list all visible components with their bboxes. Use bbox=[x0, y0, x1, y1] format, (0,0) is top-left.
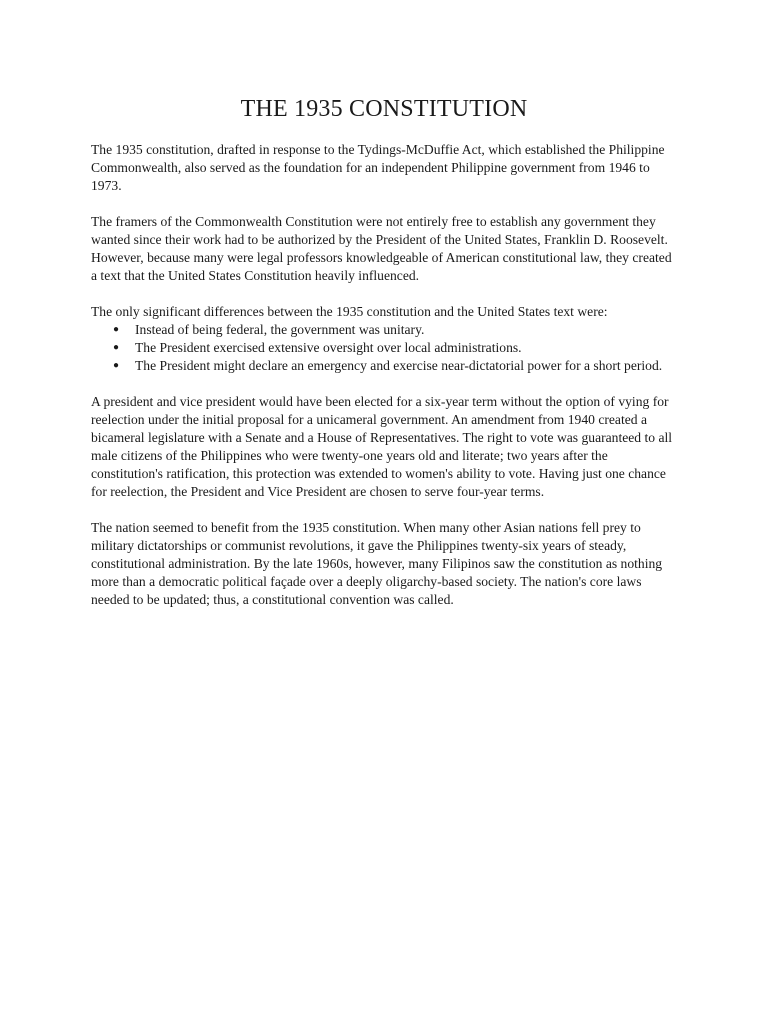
list-item-text: The President exercised extensive oversight over local administrations. bbox=[135, 340, 522, 355]
list-item-text: Instead of being federal, the government was unitary. bbox=[135, 322, 425, 337]
differences-list bbox=[91, 321, 681, 375]
paragraph-president: A president and vice president would have been elected for a six-year term without the option of vying for reelection under the initial proposal for a unicameral government. An amendment from 1940 created a bicameral legislature with a Senate and a House of Representatives. The right to vote was guaranteed to all male citizens of the Philippines who were twenty-one years old and literate; two years after the constitution's ratification, this protection was extended to women's ability to vote. Having just one chance for reelection, the President and Vice President are chosen to serve four-year terms. bbox=[91, 394, 673, 499]
document-title: THE 1935 CONSTITUTION bbox=[240, 96, 528, 122]
list-item bbox=[113, 357, 681, 375]
document-body bbox=[91, 141, 681, 627]
bullet-icon: ● bbox=[113, 342, 120, 353]
list-item bbox=[113, 339, 681, 357]
list-item bbox=[113, 321, 681, 339]
bullet-icon: ● bbox=[113, 360, 120, 371]
list-item-text: The President might declare an emergency and exercise near-dictatorial power for a short period. bbox=[135, 358, 663, 373]
paragraph-framers: The framers of the Commonwealth Constitution were not entirely free to establish any government they wanted since their work had to be authorized by the President of the United States, Franklin D. Roosevelt. However, because many were legal professors knowledgeable of American constitutional law, they created a text that the United States Constitution heavily influenced. bbox=[91, 214, 672, 283]
paragraph-differences-intro: The only significant differences between the 1935 constitution and the United States text were: bbox=[91, 304, 608, 319]
paragraph-intro: The 1935 constitution, drafted in response to the Tydings-McDuffie Act, which established the Philippine Commonwealth, also served as the foundation for an independent Philippine government from 1946 to 1973. bbox=[91, 142, 665, 193]
bullet-icon: ● bbox=[113, 324, 120, 335]
paragraph-nation: The nation seemed to benefit from the 1935 constitution. When many other Asian nations fell prey to military dictatorships or communist revolutions, it gave the Philippines twenty-six years of steady, constitutional administration. By the late 1960s, however, many Filipinos saw the constitution as nothing more than a democratic political façade over a deeply oligarchy-based society. The nation's core laws needed to be updated; thus, a constitutional convention was called. bbox=[91, 520, 663, 607]
